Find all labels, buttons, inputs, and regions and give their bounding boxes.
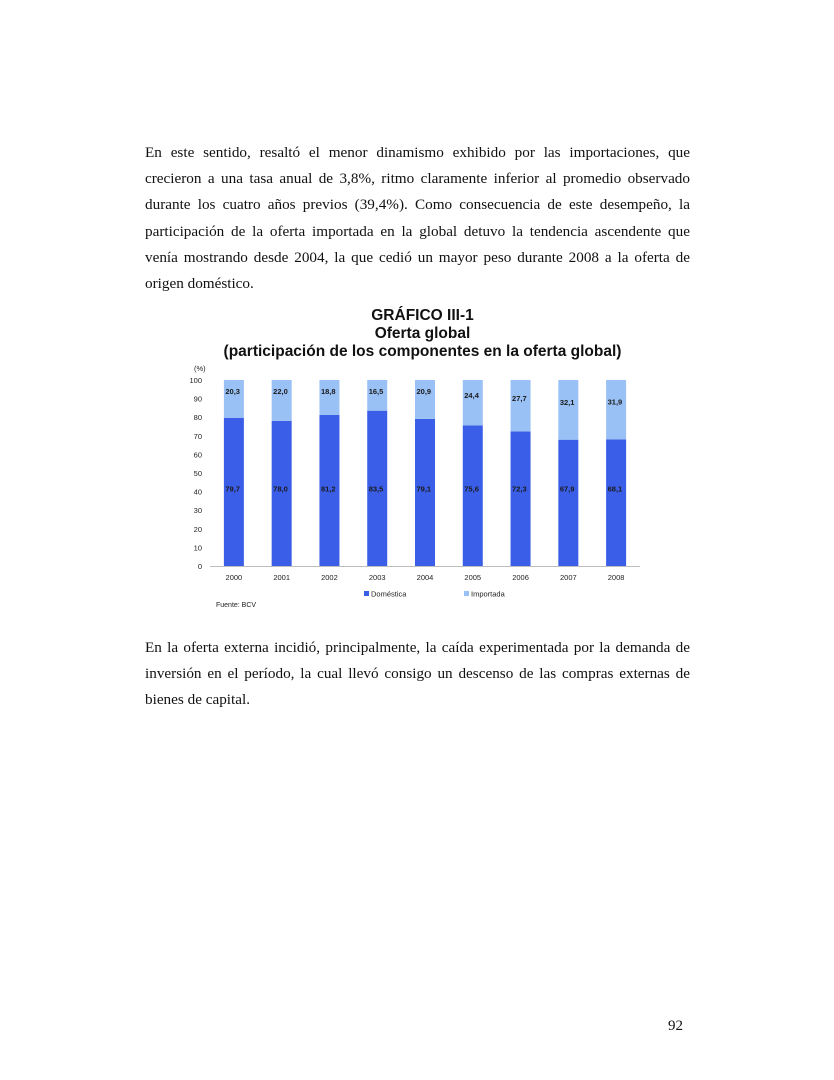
page-number: 92 [668, 1018, 683, 1034]
data-label: 20,9 [416, 387, 432, 396]
bar-importada-2004 [415, 380, 435, 419]
bar-doméstica-2005 [463, 425, 483, 566]
y-axis-unit-label: (%) [194, 364, 206, 373]
legend-label-doméstica: Doméstica [371, 589, 407, 599]
x-tick-label: 2002 [321, 573, 338, 582]
legend-swatch-importada [464, 591, 469, 596]
y-tick-label: 20 [193, 524, 202, 534]
chart-title: GRÁFICO III-1 [371, 307, 474, 324]
x-tick-label: 2003 [368, 573, 386, 582]
y-tick-label: 70 [193, 431, 202, 441]
data-label: 18,8 [320, 387, 336, 396]
data-label: 20,3 [225, 387, 240, 396]
x-tick-label: 2006 [512, 573, 529, 582]
x-tick-label: 2000 [225, 573, 243, 582]
y-tick-label: 0 [197, 562, 202, 571]
data-label: 27,7 [512, 393, 527, 403]
data-label: 31,9 [607, 397, 623, 407]
data-label: 83,5 [368, 484, 384, 494]
x-tick-label: 2008 [607, 573, 625, 582]
stacked-bar-chart [180, 358, 660, 602]
bar-importada-2002 [319, 380, 339, 415]
bar-doméstica-2007 [558, 440, 578, 566]
chart-caption: (participación de los componentes en la oferta global) [223, 343, 622, 360]
data-label: 78,0 [273, 484, 288, 494]
bar-importada-2005 [463, 380, 483, 425]
legend-swatch-doméstica [364, 591, 369, 596]
chart-subtitle: Oferta global [374, 325, 471, 342]
y-tick-label: 60 [193, 450, 202, 460]
data-label: 32,1 [559, 397, 575, 407]
bar-doméstica-2008 [606, 439, 626, 566]
x-tick-label: 2001 [273, 573, 291, 582]
body-paragraph-2: En la oferta externa incidió, principalmente, la caída experimentada por la demanda de inversión en el período, la cual llevó consigo un descenso de las compras externas de bienes de capital. [145, 639, 690, 709]
data-label: 79,1 [416, 484, 432, 494]
y-tick-label: 50 [193, 469, 202, 478]
data-label: 75,6 [464, 484, 479, 494]
data-label: 24,4 [464, 390, 479, 400]
y-tick-label: 90 [193, 394, 202, 404]
bar-importada-2008 [606, 380, 626, 439]
y-tick-label: 100 [189, 376, 202, 385]
bar-importada-2007 [558, 380, 578, 440]
data-label: 68,1 [607, 484, 623, 494]
y-tick-label: 80 [193, 413, 202, 423]
y-tick-label: 30 [193, 506, 202, 516]
body-paragraph-1: En este sentido, resaltó el menor dinamismo exhibido por las importaciones, que crecieron a una tasa anual de 3,8%, ritmo claramente inferior al promedio observado durante los cuatro años previos (39,4%). Como consecuencia de este desempeño, la participación de la oferta importada en la global detuvo la tendencia ascendente que venía mostrando desde 2004, la que cedió un mayor peso durante 2008 a la oferta de origen doméstico. [145, 144, 690, 293]
bar-importada-2000 [224, 380, 244, 418]
x-tick-label: 2004 [416, 573, 434, 582]
x-tick-label: 2005 [464, 573, 482, 582]
data-label: 16,5 [368, 387, 384, 396]
x-tick-label: 2007 [559, 573, 577, 582]
data-label: 79,7 [225, 484, 240, 494]
data-label: 72,3 [512, 484, 527, 494]
chart-source: Fuente: BCV [216, 602, 257, 609]
bar-doméstica-2006 [511, 432, 531, 566]
legend-label-importada: Importada [471, 589, 505, 599]
data-label: 67,9 [559, 484, 575, 494]
data-label: 22,0 [273, 387, 288, 396]
data-label: 81,2 [320, 484, 336, 494]
y-tick-label: 10 [193, 543, 202, 553]
y-tick-label: 40 [193, 487, 202, 497]
bar-importada-2006 [511, 380, 531, 432]
